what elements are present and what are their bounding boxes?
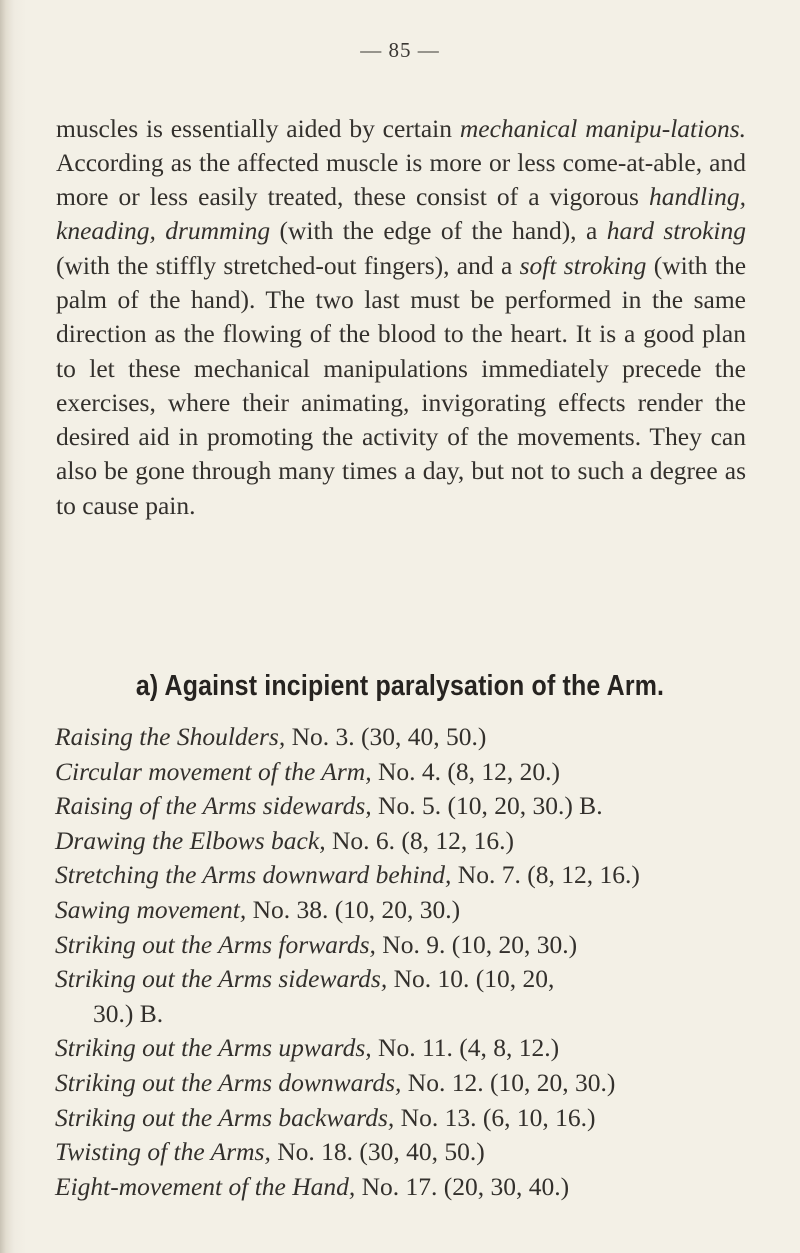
text-run: According as the affected muscle is more or less come-at-able, and more or less easily treated, these consist of a vigorous — [56, 147, 746, 212]
text-run: (with the palm of the hand). The two last must be performed in the same direction as the flowing of the blood to the heart. It is a good plan to let these mechanical manipulations immediately precede the exercises, where their animating, invigorating effects render the desired aid in promoting the activity of the movements. They can also be gone through many times a day, but not to such a degree as to cause pain. — [56, 250, 747, 520]
exercise-name: Stretching the Arms downward behind, — [55, 860, 452, 890]
exercise-item — [55, 1170, 755, 1205]
exercise-name: Striking out the Arms sidewards, — [55, 964, 388, 994]
exercise-detail: No. 13. (6, 10, 16.) — [394, 1102, 596, 1132]
exercise-name: Striking out the Arms upwards, — [55, 1033, 372, 1063]
body-paragraph — [56, 112, 746, 524]
page-number: — 85 — — [360, 38, 440, 62]
exercise-detail: No. 18. (30, 40, 50.) — [270, 1137, 485, 1167]
exercise-detail: No. 6. (8, 12, 16.) — [325, 825, 514, 855]
exercise-detail: No. 11. (4, 8, 12.) — [371, 1033, 560, 1063]
text-run: (with the edge of the hand), a — [270, 216, 607, 246]
italic-term: mechanical manipu-lations. — [459, 113, 747, 143]
exercise-detail: No. 17. (20, 30, 40.) — [355, 1171, 570, 1201]
exercise-detail: No. 7. (8, 12, 16.) — [451, 860, 640, 890]
exercise-item — [55, 893, 755, 928]
exercise-detail: No. 38. (10, 20, 30.) — [246, 894, 461, 924]
exercise-item — [55, 1031, 755, 1066]
exercise-detail: No. 12. (10, 20, 30.) — [401, 1067, 616, 1097]
exercise-name: Circular movement of the Arm, — [55, 756, 372, 786]
exercise-name: Striking out the Arms forwards, — [55, 929, 376, 959]
exercise-name: Striking out the Arms downwards, — [55, 1067, 402, 1097]
exercise-name: Sawing movement, — [55, 894, 247, 924]
exercise-item — [55, 789, 755, 824]
exercise-name: Twisting of the Arms, — [55, 1137, 271, 1167]
exercise-item — [55, 928, 755, 963]
italic-term: soft stroking — [519, 250, 647, 280]
italic-term: handling, kneading, drumming — [56, 182, 746, 246]
text-run: muscles is essentially aided by certain — [56, 113, 460, 143]
exercise-detail: No. 5. (10, 20, 30.) B. — [371, 791, 603, 821]
exercise-item — [55, 1101, 755, 1136]
exercise-name: Drawing the Elbows back, — [55, 825, 326, 855]
exercise-item — [55, 1066, 755, 1101]
exercise-name: Eight-movement of the Hand, — [55, 1171, 356, 1201]
exercise-item — [55, 962, 755, 1031]
italic-term: hard stroking — [606, 216, 747, 246]
exercise-item — [55, 1135, 755, 1170]
exercise-name: Raising the Shoulders, — [55, 722, 286, 751]
section-heading: a) Against incipient paralysation of the Arm. — [135, 670, 665, 703]
exercise-item — [55, 858, 755, 893]
exercise-list — [55, 720, 755, 1204]
exercise-detail: No. 10. (10, 20, — [387, 964, 555, 994]
exercise-name: Raising of the Arms sidewards, — [55, 791, 372, 821]
exercise-detail: No. 3. (30, 40, 50.) — [285, 722, 487, 751]
text-run: (with the stiffly stretched-out fingers), and a — [56, 250, 520, 280]
exercise-detail: No. 4. (8, 12, 20.) — [371, 756, 560, 786]
exercise-detail: No. 9. (10, 20, 30.) — [375, 929, 578, 959]
exercise-item — [55, 824, 755, 859]
exercise-item — [55, 720, 755, 755]
exercise-item — [55, 755, 755, 790]
exercise-name: Striking out the Arms backwards, — [55, 1102, 395, 1132]
exercise-detail-continued: 30.) B. — [93, 998, 164, 1028]
